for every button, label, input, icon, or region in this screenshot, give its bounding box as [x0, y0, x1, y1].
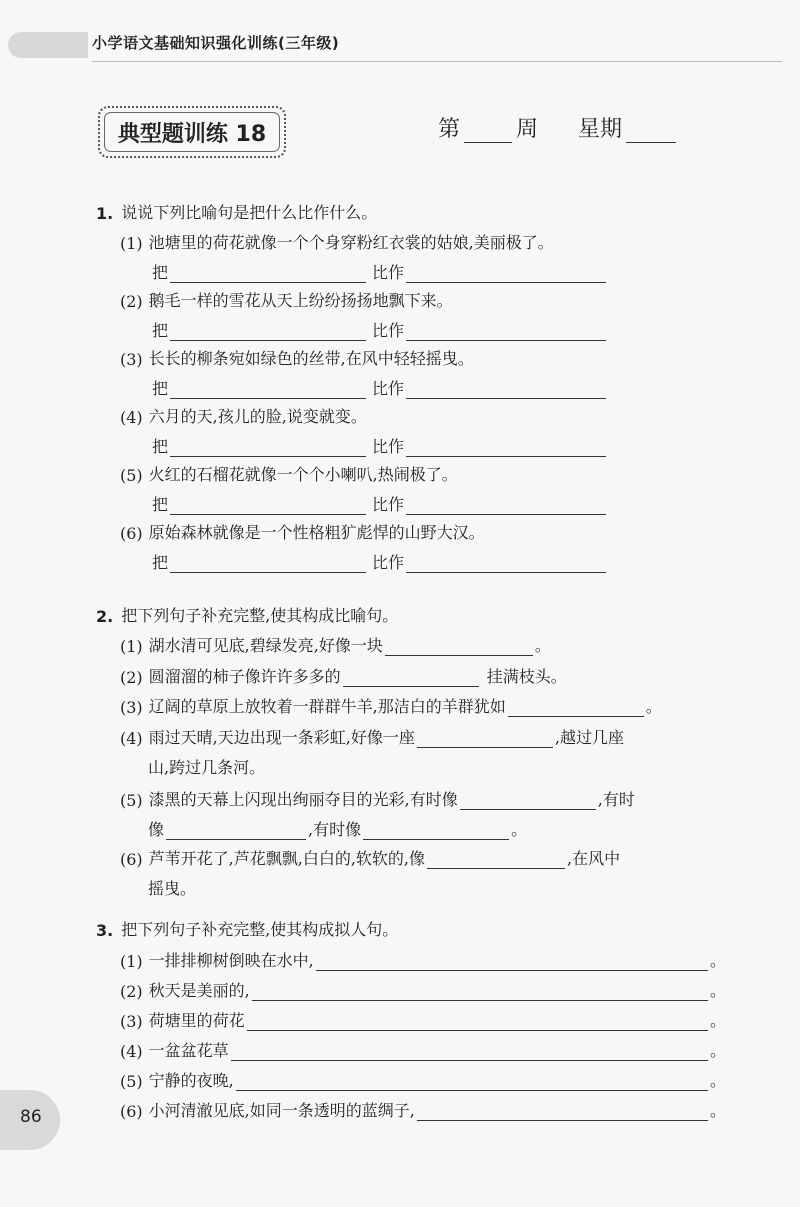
- q3-prompt-row: [96, 917, 398, 940]
- week-di-label: 第: [438, 117, 461, 142]
- q1-item-5: [120, 462, 458, 485]
- q3-item-label: (3): [120, 1012, 143, 1031]
- q1-item-4-answer-row: [152, 434, 608, 457]
- bizuo-label: 比作: [372, 263, 405, 282]
- q1-item-sentence: 池塘里的荷花就像一个个身穿粉红衣裳的姑娘,美丽极了。: [148, 233, 554, 252]
- q3-item-label: (1): [120, 952, 143, 971]
- q2-item-2-blank[interactable]: [343, 668, 479, 687]
- q2-prompt-row: [96, 603, 398, 626]
- bizuo-label: 比作: [372, 495, 405, 514]
- q3-item-end: 。: [709, 951, 726, 970]
- q1-item-label: (2): [120, 292, 143, 311]
- q2-item-3-label: (3): [120, 698, 143, 717]
- q3-number: 3.: [96, 921, 114, 940]
- q1-item-sentence: 长长的柳条宛如绿色的丝带,在风中轻轻摇曳。: [148, 349, 474, 368]
- q3-item-label: (5): [120, 1072, 143, 1091]
- q3-item-end: 。: [709, 1071, 726, 1090]
- q1-item-label: (5): [120, 466, 143, 485]
- q3-item-sentence: 荷塘里的荷花: [148, 1011, 245, 1030]
- section-title: 典型题训练 18: [117, 121, 267, 147]
- q1-item-4: [120, 404, 367, 427]
- q1-item-4-blank-subject[interactable]: [170, 438, 366, 457]
- q1-item-2-blank-object[interactable]: [406, 322, 606, 341]
- q1-item-3-blank-object[interactable]: [406, 380, 606, 399]
- q2-item-4-label: (4): [120, 729, 143, 748]
- q3-item-end: 。: [709, 981, 726, 1000]
- q3-item-label: (2): [120, 982, 143, 1001]
- q3-item-5-blank[interactable]: [236, 1072, 708, 1091]
- q2-item-4-text: 雨过天晴,天边出现一条彩虹,好像一座: [148, 728, 415, 747]
- q2-item-2: [120, 664, 567, 687]
- page-number: 86: [20, 1107, 42, 1127]
- q3-item-sentence: 一盆盆花草: [148, 1041, 229, 1060]
- q2-item-6-label: (6): [120, 850, 143, 869]
- q1-item-sentence: 火红的石榴花就像一个个小喇叭,热闹极了。: [148, 465, 458, 484]
- q2-item-5: [120, 787, 635, 810]
- q3-item-2: [120, 978, 726, 1001]
- q2-item-6-blank[interactable]: [427, 850, 565, 869]
- q2-item-3-text: 辽阔的草原上放牧着一群群牛羊,那洁白的羊群犹如: [148, 697, 506, 716]
- q3-item-3-blank[interactable]: [247, 1012, 708, 1031]
- q1-item-6-answer-row: [152, 550, 608, 573]
- q2-number: 2.: [96, 607, 114, 626]
- q2-item-3-blank[interactable]: [508, 698, 644, 717]
- q1-item-label: (4): [120, 408, 143, 427]
- q2-item-3-end: 。: [645, 697, 662, 716]
- q3-item-end: 。: [709, 1011, 726, 1030]
- q3-item-sentence: 一排排柳树倒映在水中,: [148, 951, 314, 970]
- ba-label: 把: [152, 263, 169, 282]
- q2-item-5-text-b: ,有时: [597, 790, 635, 809]
- q2-item-1-text: 湖水清可见底,碧绿发亮,好像一块: [148, 636, 383, 655]
- q2-item-5-blank-1[interactable]: [460, 791, 596, 810]
- q2-item-1: [120, 633, 551, 656]
- q2-item-6-text-c: 摇曳。: [148, 879, 197, 898]
- q2-prompt: 把下列句子补充完整,使其构成比喻句。: [121, 606, 399, 625]
- q1-item-label: (1): [120, 234, 143, 253]
- q2-item-5-end: 。: [511, 820, 528, 839]
- q1-item-3-blank-subject[interactable]: [170, 380, 366, 399]
- q3-item-6-blank[interactable]: [417, 1102, 708, 1121]
- q3-item-sentence: 小河清澈见底,如同一条透明的蓝绸子,: [148, 1101, 415, 1120]
- weekday-label: 星期: [578, 117, 623, 142]
- q2-item-6-text: 芦苇开花了,芦花飘飘,白白的,软软的,像: [148, 849, 426, 868]
- q3-item-2-blank[interactable]: [252, 982, 708, 1001]
- q1-item-1-blank-subject[interactable]: [170, 264, 366, 283]
- q1-number: 1.: [96, 204, 114, 223]
- q1-item-3-answer-row: [152, 376, 608, 399]
- q1-item-2-answer-row: [152, 318, 608, 341]
- q1-item-6-blank-subject[interactable]: [170, 554, 366, 573]
- q2-item-2-text-b: 挂满枝头。: [486, 667, 567, 686]
- q1-prompt: 说说下列比喻句是把什么比作什么。: [121, 203, 378, 222]
- q2-item-5-text-c: 像: [148, 820, 165, 839]
- ba-label: 把: [152, 379, 169, 398]
- book-title: 小学语文基础知识强化训练(三年级): [92, 34, 340, 52]
- q3-item-1: [120, 948, 726, 971]
- ba-label: 把: [152, 321, 169, 340]
- q2-item-5-text-d: ,有时像: [308, 820, 362, 839]
- q2-item-2-text: 圆溜溜的柿子像许许多多的: [148, 667, 341, 686]
- q1-item-3: [120, 346, 474, 369]
- q2-item-5-blank-2[interactable]: [166, 821, 306, 840]
- q2-item-2-label: (2): [120, 668, 143, 687]
- q3-prompt: 把下列句子补充完整,使其构成拟人句。: [121, 920, 399, 939]
- q3-item-4: [120, 1038, 726, 1061]
- bizuo-label: 比作: [372, 437, 405, 456]
- ba-label: 把: [152, 495, 169, 514]
- bizuo-label: 比作: [372, 379, 405, 398]
- q1-item-1-blank-object[interactable]: [406, 264, 606, 283]
- q2-item-4-blank[interactable]: [417, 729, 553, 748]
- weekday-blank[interactable]: [626, 120, 676, 143]
- q1-item-5-blank-subject[interactable]: [170, 496, 366, 515]
- q1-prompt-row: [96, 200, 377, 223]
- q2-item-1-label: (1): [120, 637, 143, 656]
- q1-item-label: (6): [120, 524, 143, 543]
- header-tab-decoration: [8, 32, 88, 58]
- q2-item-6-cont: [148, 876, 196, 899]
- q3-item-5: [120, 1068, 726, 1091]
- week-zhou-label: 周: [516, 117, 539, 142]
- q2-item-4-text-c: 山,跨过几条河。: [148, 758, 266, 777]
- q3-item-label: (6): [120, 1102, 143, 1121]
- week-number-blank[interactable]: [464, 120, 512, 143]
- q2-item-6: [120, 846, 620, 869]
- q3-item-3: [120, 1008, 726, 1031]
- section-title-box: [98, 106, 286, 158]
- ba-label: 把: [152, 437, 169, 456]
- q2-item-4-cont: [148, 755, 265, 778]
- q1-item-sentence: 六月的天,孩儿的脸,说变就变。: [148, 407, 367, 426]
- q3-item-4-blank[interactable]: [231, 1042, 708, 1061]
- q2-item-3: [120, 694, 662, 717]
- q1-item-2: [120, 288, 453, 311]
- q3-item-1-blank[interactable]: [316, 952, 708, 971]
- q1-item-6-blank-object[interactable]: [406, 554, 606, 573]
- q2-item-4: [120, 725, 624, 748]
- q2-item-1-end: 。: [534, 636, 551, 655]
- q3-item-end: 。: [709, 1101, 726, 1120]
- bizuo-label: 比作: [372, 553, 405, 572]
- q1-item-6: [120, 520, 485, 543]
- q3-item-sentence: 秋天是美丽的,: [148, 981, 250, 1000]
- week-field: [438, 112, 676, 143]
- q2-item-5-cont: [148, 817, 527, 840]
- q2-item-5-label: (5): [120, 791, 143, 810]
- q1-item-sentence: 鹅毛一样的雪花从天上纷纷扬扬地飘下来。: [148, 291, 453, 310]
- q1-item-sentence: 原始森林就像是一个性格粗犷彪悍的山野大汉。: [148, 523, 485, 542]
- q1-item-label: (3): [120, 350, 143, 369]
- q1-item-2-blank-subject[interactable]: [170, 322, 366, 341]
- q1-item-1-answer-row: [152, 260, 608, 283]
- q1-item-5-answer-row: [152, 492, 608, 515]
- q2-item-6-text-b: ,在风中: [567, 849, 621, 868]
- q2-item-4-text-b: ,越过几座: [554, 728, 624, 747]
- q1-item-5-blank-object[interactable]: [406, 496, 606, 515]
- bizuo-label: 比作: [372, 321, 405, 340]
- ba-label: 把: [152, 553, 169, 572]
- q2-item-1-blank[interactable]: [385, 637, 533, 656]
- q3-item-6: [120, 1098, 726, 1121]
- q2-item-5-blank-3[interactable]: [363, 821, 509, 840]
- q2-item-5-text: 漆黑的天幕上闪现出绚丽夺目的光彩,有时像: [148, 790, 458, 809]
- q1-item-1: [120, 230, 554, 253]
- header-divider: [92, 61, 782, 62]
- q3-item-label: (4): [120, 1042, 143, 1061]
- q3-item-sentence: 宁静的夜晚,: [148, 1071, 234, 1090]
- q3-item-end: 。: [709, 1041, 726, 1060]
- q1-item-4-blank-object[interactable]: [406, 438, 606, 457]
